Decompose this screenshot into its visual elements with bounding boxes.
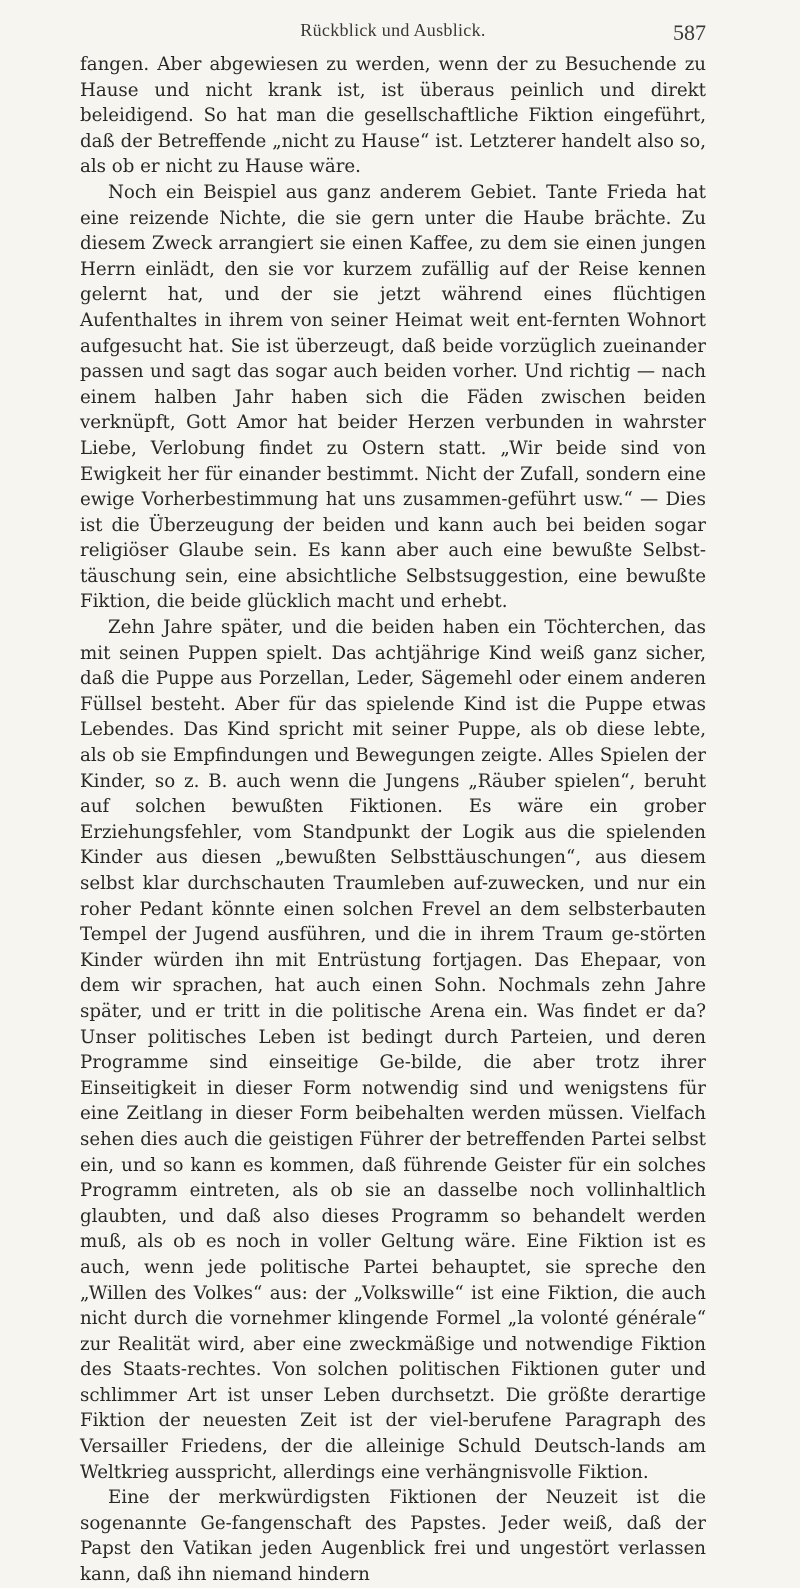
body-text	[80, 52, 706, 1588]
paragraph-continuation: fangen. Aber abgewiesen zu werden, wenn der zu Besuchende zu Hause und nicht krank ist, ist überaus peinlich und direkt beleidigend. So hat man die gesellschaftliche Fiktion eingeführt, daß der Betreffende „nicht zu Hause“ ist. Letzterer handelt also so, als ob er nicht zu Hause wäre.	[80, 54, 706, 178]
running-title: Rückblick und Ausblick.	[300, 20, 486, 40]
paragraph-tante-frieda: Noch ein Beispiel aus ganz anderem Gebiet. Tante Frieda hat eine reizende Nichte, die sie gern unter die Haube brächte. Zu diesem Zweck arrangiert sie einen Kaffee, zu dem sie einen jungen Herrn einlädt, den sie vor kurzem zufällig auf der Reise kennen gelernt hat, und der sie jetzt während eines flüchtigen Aufenthaltes in ihrem von seiner Heimat weit ent-fernten Wohnort aufgesucht hat. Sie ist überzeugt, daß beide vorzüglich zueinander passen und sagt das sogar auch beiden vorher. Und richtig — nach einem halben Jahr haben sich die Fäden zwischen beiden verknüpft, Gott Amor hat beider Herzen verbunden in wahrster Liebe, Verlobung findet zu Ostern statt. „Wir beide sind von Ewigkeit her für einander bestimmt. Nicht der Zufall, sondern eine ewige Vorherbestimmung hat uns zusammen-geführt usw.“ — Dies ist die Überzeugung der beiden und kann auch bei beiden sogar religiöser Glaube sein. Es kann aber auch eine bewußte Selbst-täuschung sein, eine absichtliche Selbstsuggestion, eine bewußte Fiktion, die beide glücklich macht und erhebt.	[80, 181, 706, 613]
paragraph-papst: Eine der merkwürdigsten Fiktionen der Neuzeit ist die sogenannte Ge-fangenschaft des Papstes. Jeder weiß, daß der Papst den Vatikan jeden Augenblick frei und ungestört verlassen kann, daß ihn niemand hindern	[80, 1487, 706, 1586]
page-number: 587	[673, 20, 706, 45]
running-head	[80, 20, 706, 46]
paragraph-zehn-jahre-spaeter: Zehn Jahre später, und die beiden haben ein Töchterchen, das mit seinen Puppen spielt. Das achtjährige Kind weiß ganz sicher, daß die Puppe aus Porzellan, Leder, Sägemehl oder einem anderen Füllsel besteht. Aber für das spielende Kind ist die Puppe etwas Lebendes. Das Kind spricht mit seiner Puppe, als ob diese lebte, als ob sie Empfindungen und Bewegungen zeigte. Alles Spielen der Kinder, so z. B. auch wenn die Jungens „Räuber spielen“, beruht auf solchen bewußten Fiktionen. Es wäre ein grober Erziehungsfehler, vom Standpunkt der Logik aus die spielenden Kinder aus diesen „bewußten Selbsttäuschungen“, aus diesem selbst klar durchschauten Traumleben auf-zuwecken, und nur ein roher Pedant könnte einen solchen Frevel an dem selbsterbauten Tempel der Jugend ausführen, und die in ihrem Traum ge-störten Kinder würden ihn mit Entrüstung fortjagen. Das Ehepaar, von dem wir sprachen, hat auch einen Sohn. Nochmals zehn Jahre später, und er tritt in die politische Arena ein. Was findet er da? Unser politisches Leben ist bedingt durch Parteien, und deren Programme sind einseitige Ge-bilde, die aber trotz ihrer Einseitigkeit in dieser Form notwendig sind und wenigstens für eine Zeitlang in dieser Form beibehalten werden müssen. Vielfach sehen dies auch die geistigen Führer der betreffenden Partei selbst ein, und so kann es kommen, daß führende Geister für ein solches Programm eintreten, als ob sie an dasselbe noch vollinhaltlich glaubten, und daß also dieses Programm so behandelt werden muß, als ob es noch in voller Geltung wäre. Eine Fiktion ist es auch, wenn jede politische Partei behauptet, sie spreche den „Willen des Volkes“ aus: der „Volkswille“ ist eine Fiktion, die auch nicht durch die vornehmer klingende Formel „la volonté générale“ zur Realität wird, aber eine zweckmäßige und notwendige Fiktion des Staats-rechtes. Von solchen politischen Fiktionen guter und schlimmer Art ist unser Leben durchsetzt. Die größte derartige Fiktion der neuesten Zeit ist der viel-berufene Paragraph des Versailler Friedens, der die alleinige Schuld Deutsch-lands am Weltkrieg ausspricht, allerdings eine verhängnisvolle Fiktion.	[80, 617, 706, 1483]
